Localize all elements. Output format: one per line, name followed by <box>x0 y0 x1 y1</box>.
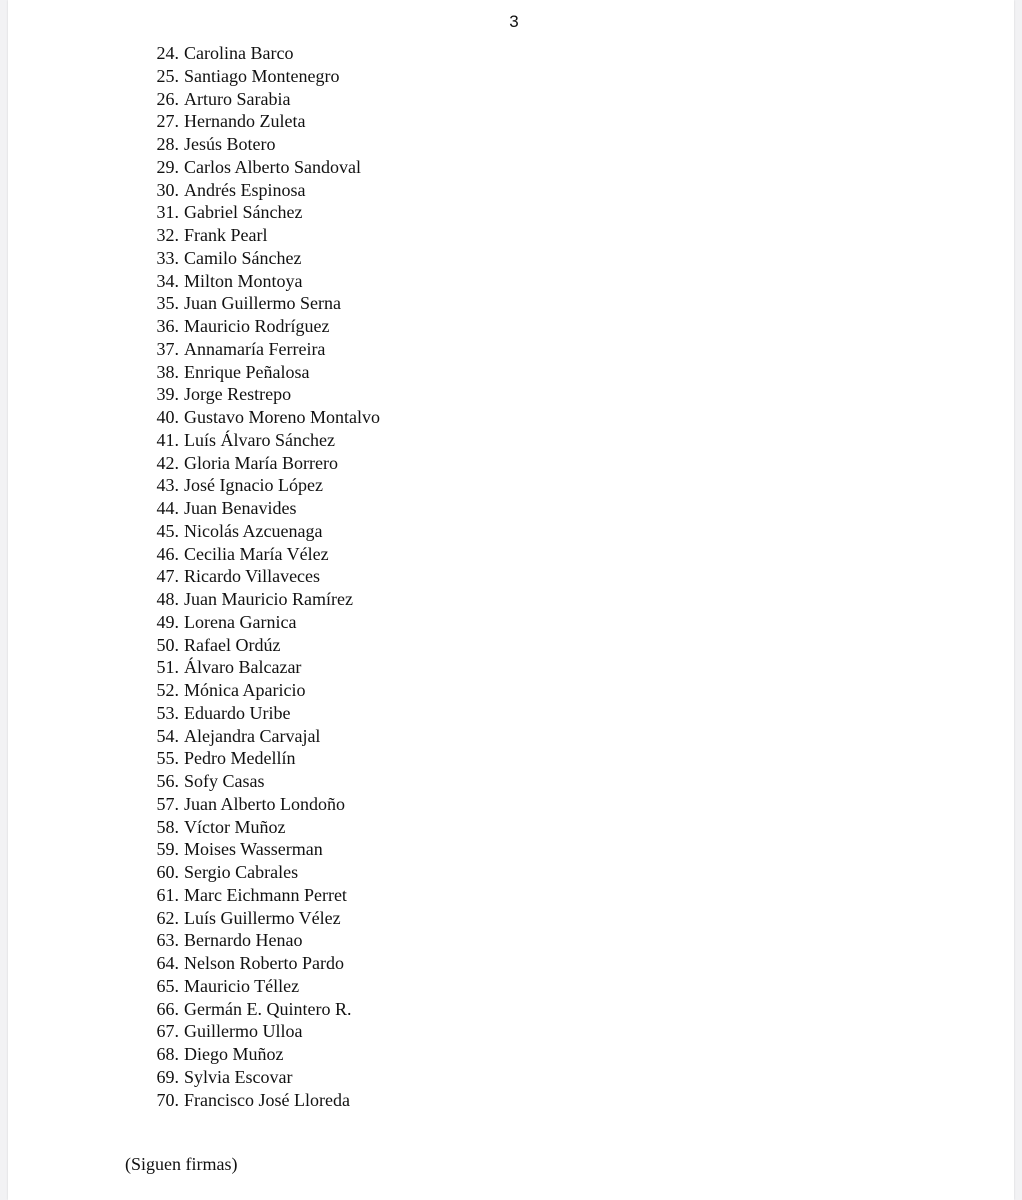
signatory-name: Luís Álvaro Sánchez <box>184 429 335 450</box>
signatory-name: Moises Wasserman <box>184 839 323 860</box>
signatory-number: 64. <box>156 953 179 973</box>
signatory-name: Álvaro Balcazar <box>184 657 302 678</box>
signatory-number: 24. <box>156 43 179 63</box>
footer-note: (Siguen firmas) <box>125 1154 238 1174</box>
signatory-number: 48. <box>156 589 179 609</box>
signatory-number: 50. <box>156 634 179 655</box>
signatory-name: Camilo Sánchez <box>184 247 302 268</box>
signatory-name: Cecilia María Vélez <box>184 543 329 564</box>
signatory-name: Nelson Roberto Pardo <box>184 953 344 973</box>
signatory-number: 35. <box>156 293 179 314</box>
signatory-name: Milton Montoya <box>184 270 303 291</box>
signatory-name: Francisco José Lloreda <box>184 1089 350 1110</box>
signatory-number: 59. <box>156 839 179 860</box>
signatory-number: 30. <box>156 179 179 200</box>
signatory-name: Germán E. Quintero R. <box>184 998 352 1019</box>
signatory-name: Juan Benavides <box>184 498 297 518</box>
signatory-number: 62. <box>156 907 179 928</box>
signatory-name: Guillermo Ulloa <box>184 1021 303 1042</box>
signatory-name: Hernando Zuleta <box>184 111 306 132</box>
signatory-number: 61. <box>156 884 179 905</box>
signatory-number: 43. <box>156 475 179 496</box>
signatory-number: 37. <box>156 338 179 359</box>
signatory-name: Gabriel Sánchez <box>184 202 303 223</box>
signatory-number: 53. <box>156 702 179 723</box>
signatory-number: 36. <box>156 316 179 336</box>
signatory-number: 69. <box>156 1066 179 1087</box>
signatory-name: Gloria María Borrero <box>184 452 338 473</box>
signatory-name: Frank Pearl <box>184 225 268 245</box>
signatory-name: Rafael Ordúz <box>184 634 281 655</box>
signatory-number: 58. <box>156 816 179 837</box>
signatory-name: Santiago Montenegro <box>184 65 340 86</box>
signatory-number: 51. <box>156 657 179 678</box>
signatory-name: Juan Mauricio Ramírez <box>184 589 353 609</box>
signatory-name: Mauricio Rodríguez <box>184 316 330 336</box>
signatory-number: 42. <box>156 452 179 473</box>
signatory-number: 38. <box>156 361 179 382</box>
signatory-name: Lorena Garnica <box>184 611 297 632</box>
signatory-name: Ricardo Villaveces <box>184 566 321 587</box>
signatory-name: Annamaría Ferreira <box>184 338 326 359</box>
signatory-name: Carlos Alberto Sandoval <box>184 156 361 177</box>
signatory-number: 68. <box>156 1044 179 1064</box>
signatory-name: Sofy Casas <box>184 771 265 791</box>
signatory-name: Eduardo Uribe <box>184 702 291 723</box>
signatory-name: Luís Guillermo Vélez <box>184 907 341 928</box>
signatory-name: Pedro Medellín <box>184 748 296 769</box>
signatory-number: 55. <box>156 748 179 769</box>
signatory-name: Jesús Botero <box>184 134 276 154</box>
signatory-name: Arturo Sarabia <box>184 88 291 109</box>
signatory-number: 70. <box>156 1089 179 1110</box>
signatory-name: Sergio Cabrales <box>184 862 299 882</box>
signatory-name: Bernardo Henao <box>184 930 303 951</box>
signatory-number: 31. <box>156 202 179 223</box>
signatory-name: Juan Guillermo Serna <box>184 293 341 314</box>
signatory-number: 47. <box>156 566 179 587</box>
signatory-number: 56. <box>156 771 179 791</box>
signatory-number: 45. <box>156 520 179 541</box>
signatory-number: 49. <box>156 611 179 632</box>
signatory-number: 52. <box>156 680 179 700</box>
signatory-name: Marc Eichmann Perret <box>184 884 347 905</box>
signatory-name: Andrés Espinosa <box>184 179 306 200</box>
signatory-number: 32. <box>156 225 179 245</box>
signatory-number: 25. <box>156 65 179 86</box>
signatory-number: 33. <box>156 247 179 268</box>
signatory-number: 63. <box>156 930 179 951</box>
signatory-number: 26. <box>156 88 179 109</box>
signatory-name: Mauricio Téllez <box>184 975 300 996</box>
signatory-name: Enrique Peñalosa <box>184 361 310 382</box>
signatory-number: 40. <box>156 407 179 427</box>
signatory-number: 67. <box>156 1021 179 1042</box>
signatory-number: 29. <box>156 156 179 177</box>
signatory-number: 27. <box>156 111 179 132</box>
signatory-name: Gustavo Moreno Montalvo <box>184 407 380 427</box>
signatory-number: 39. <box>156 384 179 405</box>
signatory-name: Nicolás Azcuenaga <box>184 520 323 541</box>
signatory-number: 54. <box>156 725 179 746</box>
signatory-name: Mónica Aparicio <box>184 680 306 700</box>
signatory-number: 44. <box>156 498 179 518</box>
signatory-number: 60. <box>156 862 179 882</box>
document-page <box>8 0 1014 1200</box>
signatory-number: 46. <box>156 543 179 564</box>
signatory-name: Sylvia Escovar <box>184 1066 293 1087</box>
signatory-number: 66. <box>156 998 179 1019</box>
signatory-number: 57. <box>156 793 179 814</box>
signatory-number: 65. <box>156 975 179 996</box>
signatory-name: Jorge Restrepo <box>184 384 292 405</box>
signatory-name: José Ignacio López <box>184 475 323 496</box>
signatory-name: Víctor Muñoz <box>184 816 286 837</box>
signatory-name: Diego Muñoz <box>184 1044 284 1064</box>
signatory-name: Juan Alberto Londoño <box>184 793 345 814</box>
signatory-name: Alejandra Carvajal <box>184 725 321 746</box>
signatory-number: 41. <box>156 429 179 450</box>
signatory-number: 34. <box>156 270 179 291</box>
signatory-number: 28. <box>156 134 179 154</box>
signatory-name: Carolina Barco <box>184 43 294 63</box>
page-number: 3 <box>509 12 519 31</box>
